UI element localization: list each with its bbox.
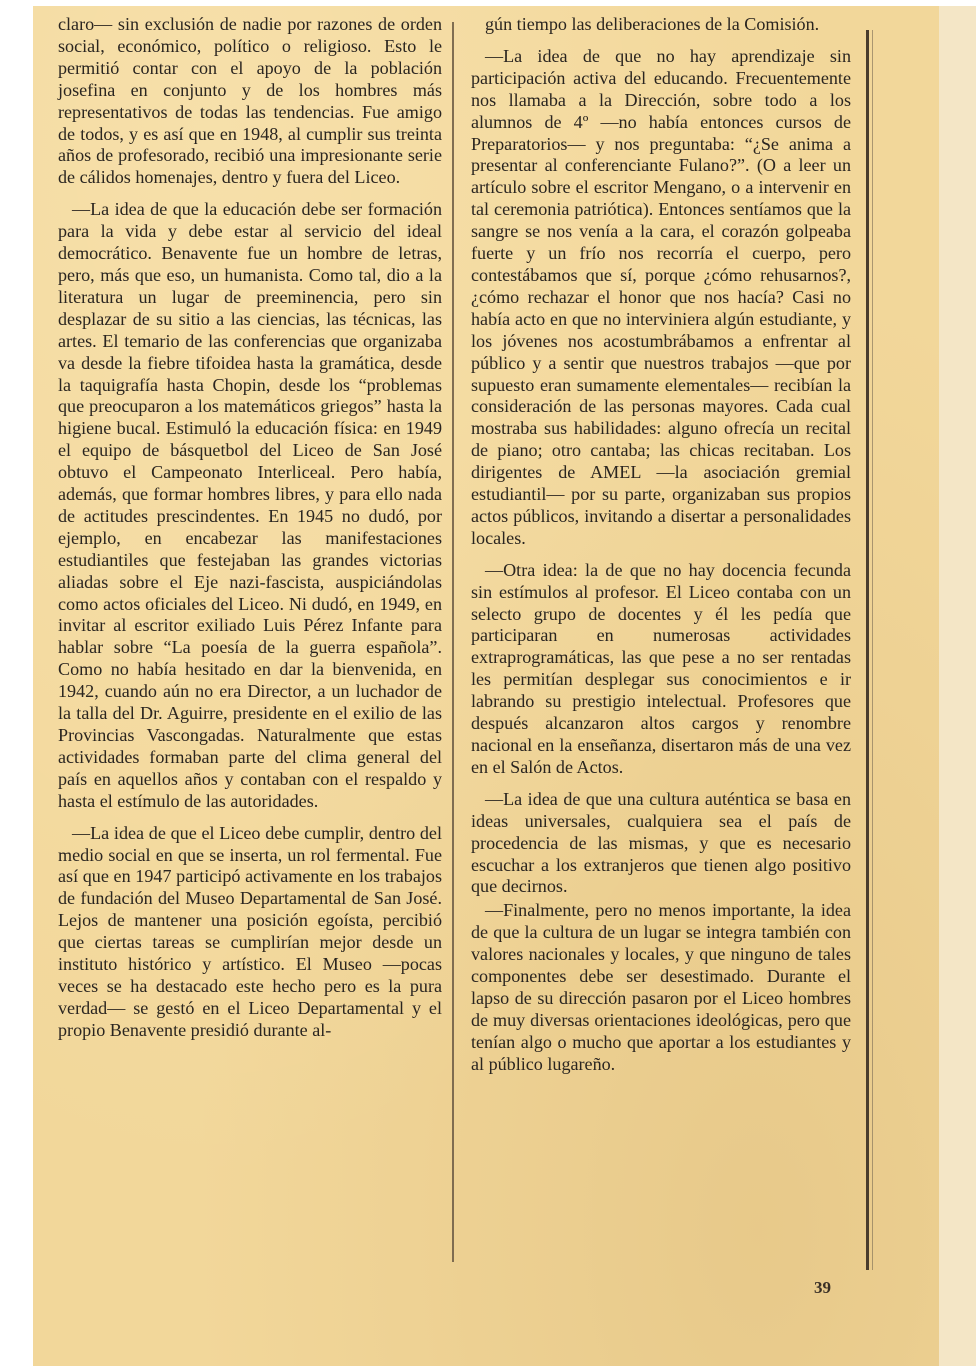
right-margin-rule-thin bbox=[872, 30, 873, 1270]
right-margin-rule bbox=[866, 30, 869, 1270]
paragraph: —La idea de que el Liceo debe cumplir, dentro del medio social en que se inserta, un rol fermental. Fue así que en 1947 participó activamente en los trabajos de fundación del Museo Departamental de San José. Lejos de mantener una posición egoísta, percibió que ciertas tareas se cumplirían mejor desde un instituto histórico y artístico. El Museo —pocas veces se ha destacado este hecho pero es la pura verdad— se gestó en el Liceo Departamental y el propio Benavente presidió durante al- bbox=[58, 822, 442, 1040]
paragraph: —La idea de que una cultura auténtica se basa en ideas universales, cualquiera sea el país de procedencia de las mismas, y que es necesario escuchar a los extranjeros que tienen algo positivo que decirnos. bbox=[471, 788, 851, 897]
paragraph: —Otra idea: la de que no hay docencia fecunda sin estímulos al profesor. El Liceo contaba con un selecto grupo de docentes y él les pedía que participaran en numerosas actividades extraprogramáticas, las que pese a no ser rentadas les permitían desplegar sus conocimientos e ir labrando su prestigio intelectual. Profesores que después alcanzaron altos cargos y renombre nacional en la enseñanza, disertaron más de una vez en el Salón de Actos. bbox=[471, 559, 851, 777]
page-edge bbox=[939, 6, 976, 1366]
right-column bbox=[471, 14, 851, 1076]
left-column bbox=[58, 14, 442, 1042]
page-number: 39 bbox=[814, 1278, 831, 1297]
paragraph: —La idea de que no hay aprendizaje sin participación activa del educando. Frecuentemente nos llamaba a la Dirección, sobre todo a los alumnos de 4º —no había entonces cursos de Preparatorios— y nos preguntaba: “¿Se anima a presentar al conferenciante Fulano?”. (O a leer un artículo sobre el escritor Mengano, o a intervenir en tal ceremonia patriótica). Entonces sentíamos que la sangre se nos venía a la cara, el corazón golpeaba fuerte y un frío nos recorría el cuerpo, pero contestábamos que sí, porque ¿cómo rehusarnos?, ¿cómo rechazar el honor que nos hacía? Casi no había acto en que no interviniera algún estudiante, y los jóvenes nos acostumbrábamos a enfrentar al público y a sentir que nuestros trabajos —que por supuesto eran sumamente elementales— recibían la consideración de las personas mayores. Cada cual mostraba sus habilidades: alguno ofrecía un recital de piano; otro cantaba; las chicas recitaban. Los dirigentes de AMEL —la asociación gremial estudiantil— por su parte, organizaban sus propios actos públicos, invitando a disertar a personalidades locales. bbox=[471, 45, 851, 548]
paragraph: —Finalmente, pero no menos importante, la idea de que la cultura de un lugar se integra también con valores nacionales y locales, y que ninguno de tales componentes debe ser desestimado. Durante el lapso de su dirección pasaron por el Liceo hombres de muy diversas orientaciones ideológicas, pero que tenían algo o mucho que aportar a los estudiantes y al público lugareño. bbox=[471, 900, 851, 1074]
column-divider bbox=[452, 22, 454, 1262]
paragraph: —La idea de que la educación debe ser formación para la vida y debe estar al servicio del ideal democrático. Benavente fue un hombre de letras, pero, más que eso, un humanista. Como tal, dio a la literatura un lugar de preeminencia, pero sin desplazar de su sitio a las ciencias, las técnicas, las artes. El temario de las conferencias que organizaba va desde la fiebre tifoidea hasta la gramática, desde la taquigrafía hasta Chopin, desde los “problemas que preocuparon a los matemáticos griegos” hasta la higiene bucal. Estimuló la educación física: en 1949 el equipo de básquetbol del Liceo de San José obtuvo el Campeonato Interliceal. Pero había, además, que formar hombres libres, y para ello nada de actitudes prescindentes. En 1945 no dudó, por ejemplo, en encabezar las manifestaciones estudiantiles que festejaban las grandes victorias aliadas sobre el Eje nazi-fascista, auspiciándolas como actos oficiales del Liceo. Ni dudó, en 1949, en invitar al escritor exiliado Luis Pérez Infante para hablar sobre “La poesía de la guerra española”. Como no había hesitado en dar la bienvenida, en 1942, cuando aún no era Director, a un luchador de la talla del Dr. Aguirre, presidente en el exilio de las Provincias Vascongadas. Naturalmente que estas actividades formaban parte del clima general del país en aquellos años y contaban con el respaldo y hasta el estímulo de las autoridades. bbox=[58, 199, 442, 811]
paragraph: claro— sin exclusión de nadie por razones de orden social, económico, político o religioso. Esto le permitió contar con el apoyo de la población josefina en conjunto y de los hombres más representativos de todas las tendencias. Fue amigo de todos, y es así que en 1948, al cumplir sus treinta años de profesorado, recibió una impresionante serie de cálidos homenajes, dentro y fuera del Liceo. bbox=[58, 14, 442, 188]
paragraph: gún tiempo las deliberaciones de la Comisión. bbox=[485, 14, 820, 34]
